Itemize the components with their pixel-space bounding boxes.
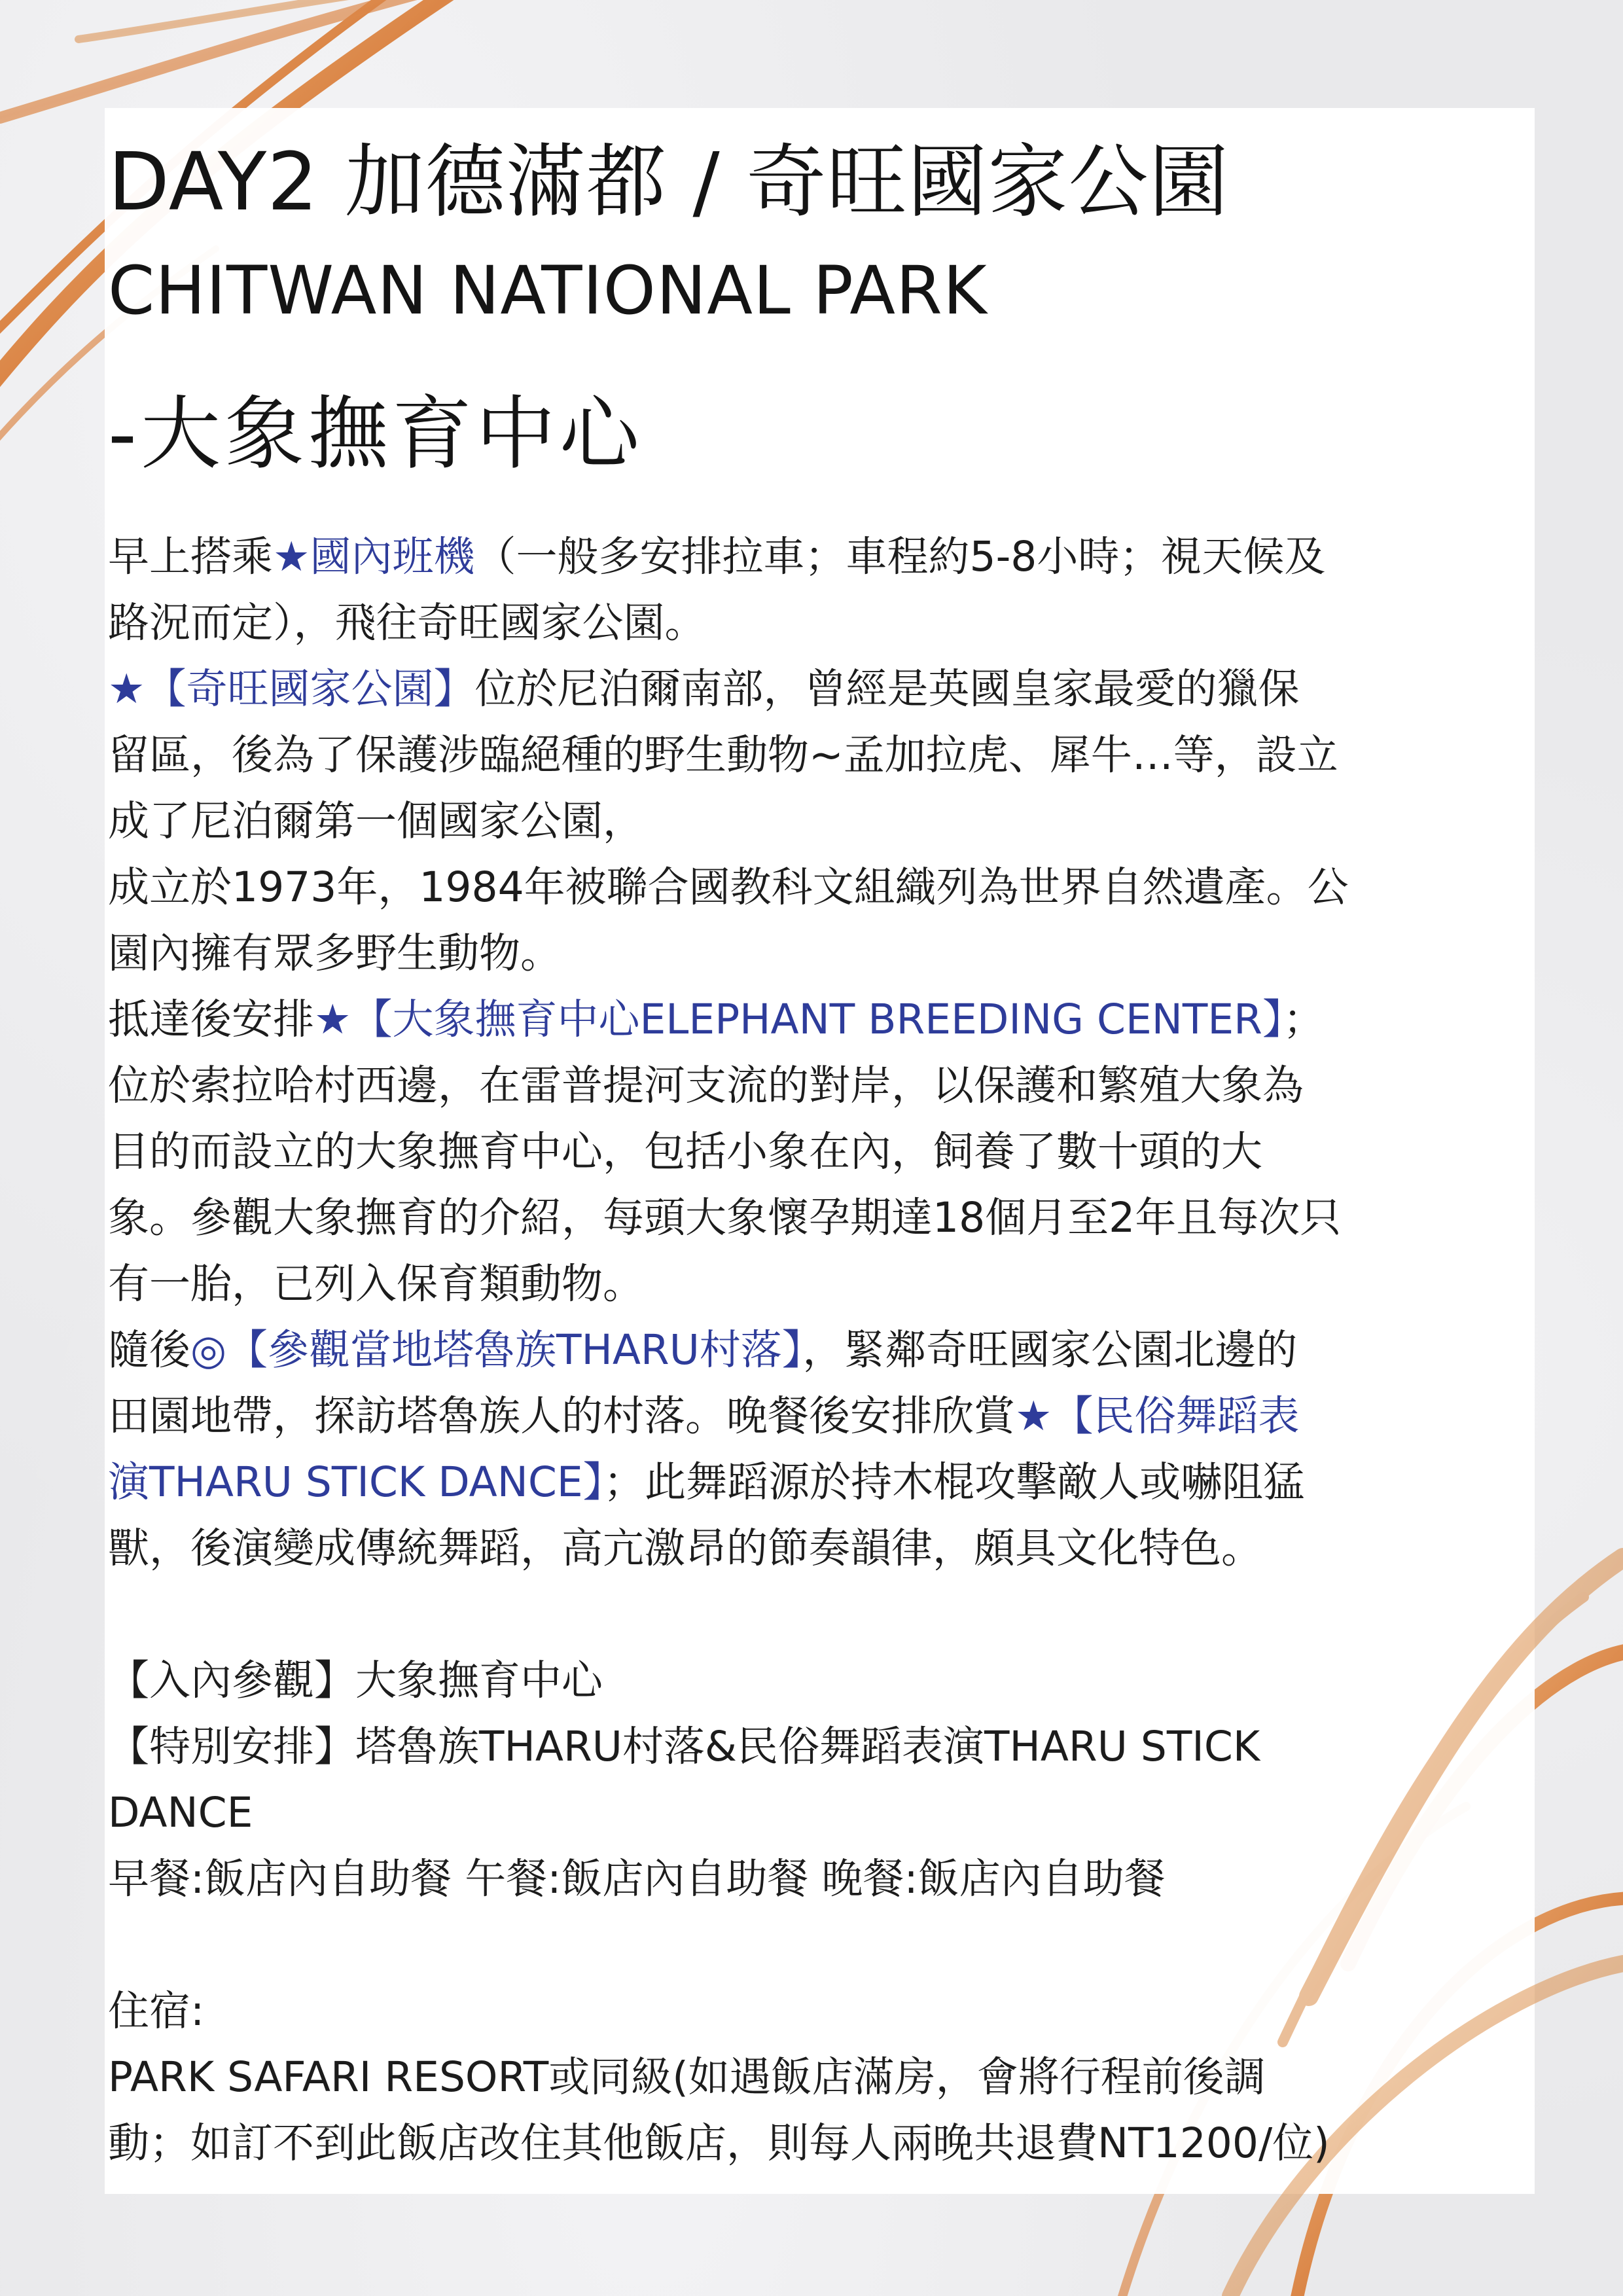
paragraph-line: 位於索拉哈村西邊，在雷普提河支流的對岸，以保護和繁殖大象為 — [108, 1062, 1304, 1109]
paragraph-line: 有一胎，已列入保育類動物。 — [108, 1260, 644, 1308]
paragraph-line: 象。參觀大象撫育的介紹，每頭大象懷孕期達18個月至2年且每次只 — [108, 1194, 1342, 1242]
paragraph-line: 留區，後為了保護涉臨絕種的野生動物~孟加拉虎、犀牛…等，設立 — [108, 731, 1338, 779]
paragraph-line: 成立於1973年，1984年被聯合國教科文組織列為世界自然遺產。公 — [108, 863, 1349, 911]
meals-info: 早餐:飯店內自助餐 午餐:飯店內自助餐 晚餐:飯店內自助餐 — [108, 1855, 1166, 1903]
paragraph-line: 隨後◎【參觀當地塔魯族THARU村落】，緊鄰奇旺國家公園北邊的 — [108, 1326, 1298, 1374]
special-arrangement: 【特別安排】塔魯族THARU村落&民俗舞蹈表演THARU STICK — [108, 1723, 1260, 1770]
highlight-stick-dance-cont: 演THARU STICK DANCE】 — [108, 1458, 604, 1506]
paragraph-line: 獸，後演變成傳統舞蹈，高亢激昂的節奏韻律，頗具文化特色。 — [108, 1524, 1262, 1572]
paragraph-line: ★【奇旺國家公園】位於尼泊爾南部，曾經是英國皇家最愛的獵保 — [108, 665, 1300, 713]
lodging-label: 住宿: — [108, 1987, 205, 2035]
special-arrangement-cont: DANCE — [108, 1789, 253, 1837]
highlight-tharu-village: ◎【參觀當地塔魯族THARU村落】 — [190, 1326, 803, 1374]
paragraph-line: 園內擁有眾多野生動物。 — [108, 929, 562, 977]
paragraph-line: 路況而定），飛往奇旺國家公園。 — [108, 599, 706, 647]
spacer — [108, 1581, 1522, 1647]
paragraph-line: 抵達後安排★【大象撫育中心ELEPHANT BREEDING CENTER】； — [108, 996, 1325, 1043]
highlight-stick-dance: ★【民俗舞蹈表 — [1015, 1392, 1300, 1440]
highlight-elephant-center: ★【大象撫育中心ELEPHANT BREEDING CENTER】 — [314, 996, 1283, 1043]
spacer — [108, 1912, 1522, 1978]
lodging-line: PARK SAFARI RESORT或同級(如遇飯店滿房，會將行程前後調 — [108, 2053, 1266, 2101]
page-title-line2: CHITWAN NATIONAL PARK — [108, 252, 988, 330]
highlight-chitwan-park: ★【奇旺國家公園】 — [108, 665, 475, 713]
page-title-line3: -大象撫育中心 — [108, 387, 644, 480]
visit-info: 【入內參觀】大象撫育中心 — [108, 1657, 603, 1704]
paragraph-line: 演THARU STICK DANCE】；此舞蹈源於持木棍攻擊敵人或嚇阻猛 — [108, 1458, 1305, 1506]
paragraph-line: 成了尼泊爾第一個國家公園， — [108, 797, 644, 845]
paragraph-line: 田園地帶，探訪塔魯族人的村落。晚餐後安排欣賞★【民俗舞蹈表 — [108, 1392, 1300, 1440]
paragraph-line: 目的而設立的大象撫育中心，包括小象在內，飼養了數十頭的大 — [108, 1128, 1262, 1175]
itinerary-body — [108, 524, 1522, 2176]
page-title-line1: DAY2 加德滿都 / 奇旺國家公園 — [108, 135, 1230, 228]
paragraph-line: 早上搭乘★國內班機（一般多安排拉車；車程約5-8小時；視天候及 — [108, 533, 1326, 581]
highlight-domestic-flight: ★國內班機 — [273, 533, 475, 581]
lodging-line: 動；如訂不到此飯店改住其他飯店，則每人兩晚共退費NT1200/位) — [108, 2119, 1330, 2167]
